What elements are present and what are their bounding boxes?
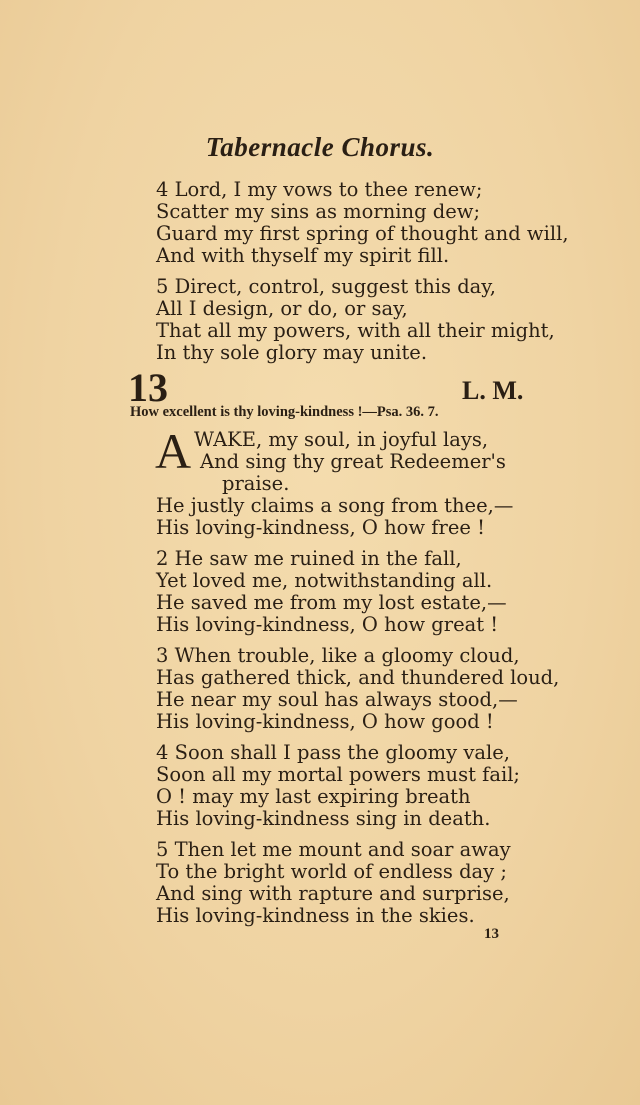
verse-line: His loving-kindness in the skies. <box>156 904 475 927</box>
verse-line: praise. <box>222 472 290 495</box>
verse-line: He justly claims a song from thee,— <box>156 494 514 517</box>
verse-line: O ! may my last expiring breath <box>156 785 471 808</box>
verse-line: His loving-kindness sing in death. <box>156 807 491 830</box>
verse-line: Has gathered thick, and thundered loud, <box>156 666 560 689</box>
verse-line: 3 When trouble, like a gloomy cloud, <box>156 644 520 667</box>
verse-line: In thy sole glory may unite. <box>156 341 428 364</box>
verse-line: His loving-kindness, O how good ! <box>156 710 494 733</box>
verse-line: 5 Direct, control, suggest this day, <box>156 275 496 298</box>
verse-line: His loving-kindness, O how great ! <box>156 613 499 636</box>
verse-line: And sing with rapture and surprise, <box>156 882 510 905</box>
page-title: Tabernacle Chorus. <box>205 132 435 162</box>
verse-line: That all my powers, with all their might, <box>156 319 555 342</box>
verse-line: Guard my first spring of thought and will, <box>156 222 569 245</box>
verse-line: 5 Then let me mount and soar away <box>156 838 511 861</box>
page-number: 13 <box>484 926 499 942</box>
verse-line: All I design, or do, or say, <box>156 297 408 320</box>
verse-line: Scatter my sins as morning dew; <box>156 200 481 223</box>
verse-line: And with thyself my spirit fill. <box>156 244 450 267</box>
hymn-epigraph: How excellent is thy loving-kindness !—Psa. 36. 7. <box>130 404 439 420</box>
hymn-number: 13 <box>128 365 168 410</box>
verse-line: He saved me from my lost estate,— <box>156 591 507 614</box>
verse-line: He near my soul has always stood,— <box>156 688 518 711</box>
verse-line: To the bright world of endless day ; <box>156 860 507 883</box>
drop-cap: A <box>155 423 192 479</box>
verse-line: 4 Soon shall I pass the gloomy vale, <box>156 741 510 764</box>
verse-line: And sing thy great Redeemer's <box>200 450 506 473</box>
verse-line: Soon all my mortal powers must fail; <box>156 763 521 786</box>
verse-line: His loving-kindness, O how free ! <box>156 516 485 539</box>
verse-line: Yet loved me, notwithstanding all. <box>156 569 493 592</box>
verse-line: 4 Lord, I my vows to thee renew; <box>156 178 483 201</box>
verse-line: WAKE, my soul, in joyful lays, <box>194 428 489 451</box>
verse-line: 2 He saw me ruined in the fall, <box>156 547 462 570</box>
hymn-meter: L. M. <box>462 376 524 405</box>
